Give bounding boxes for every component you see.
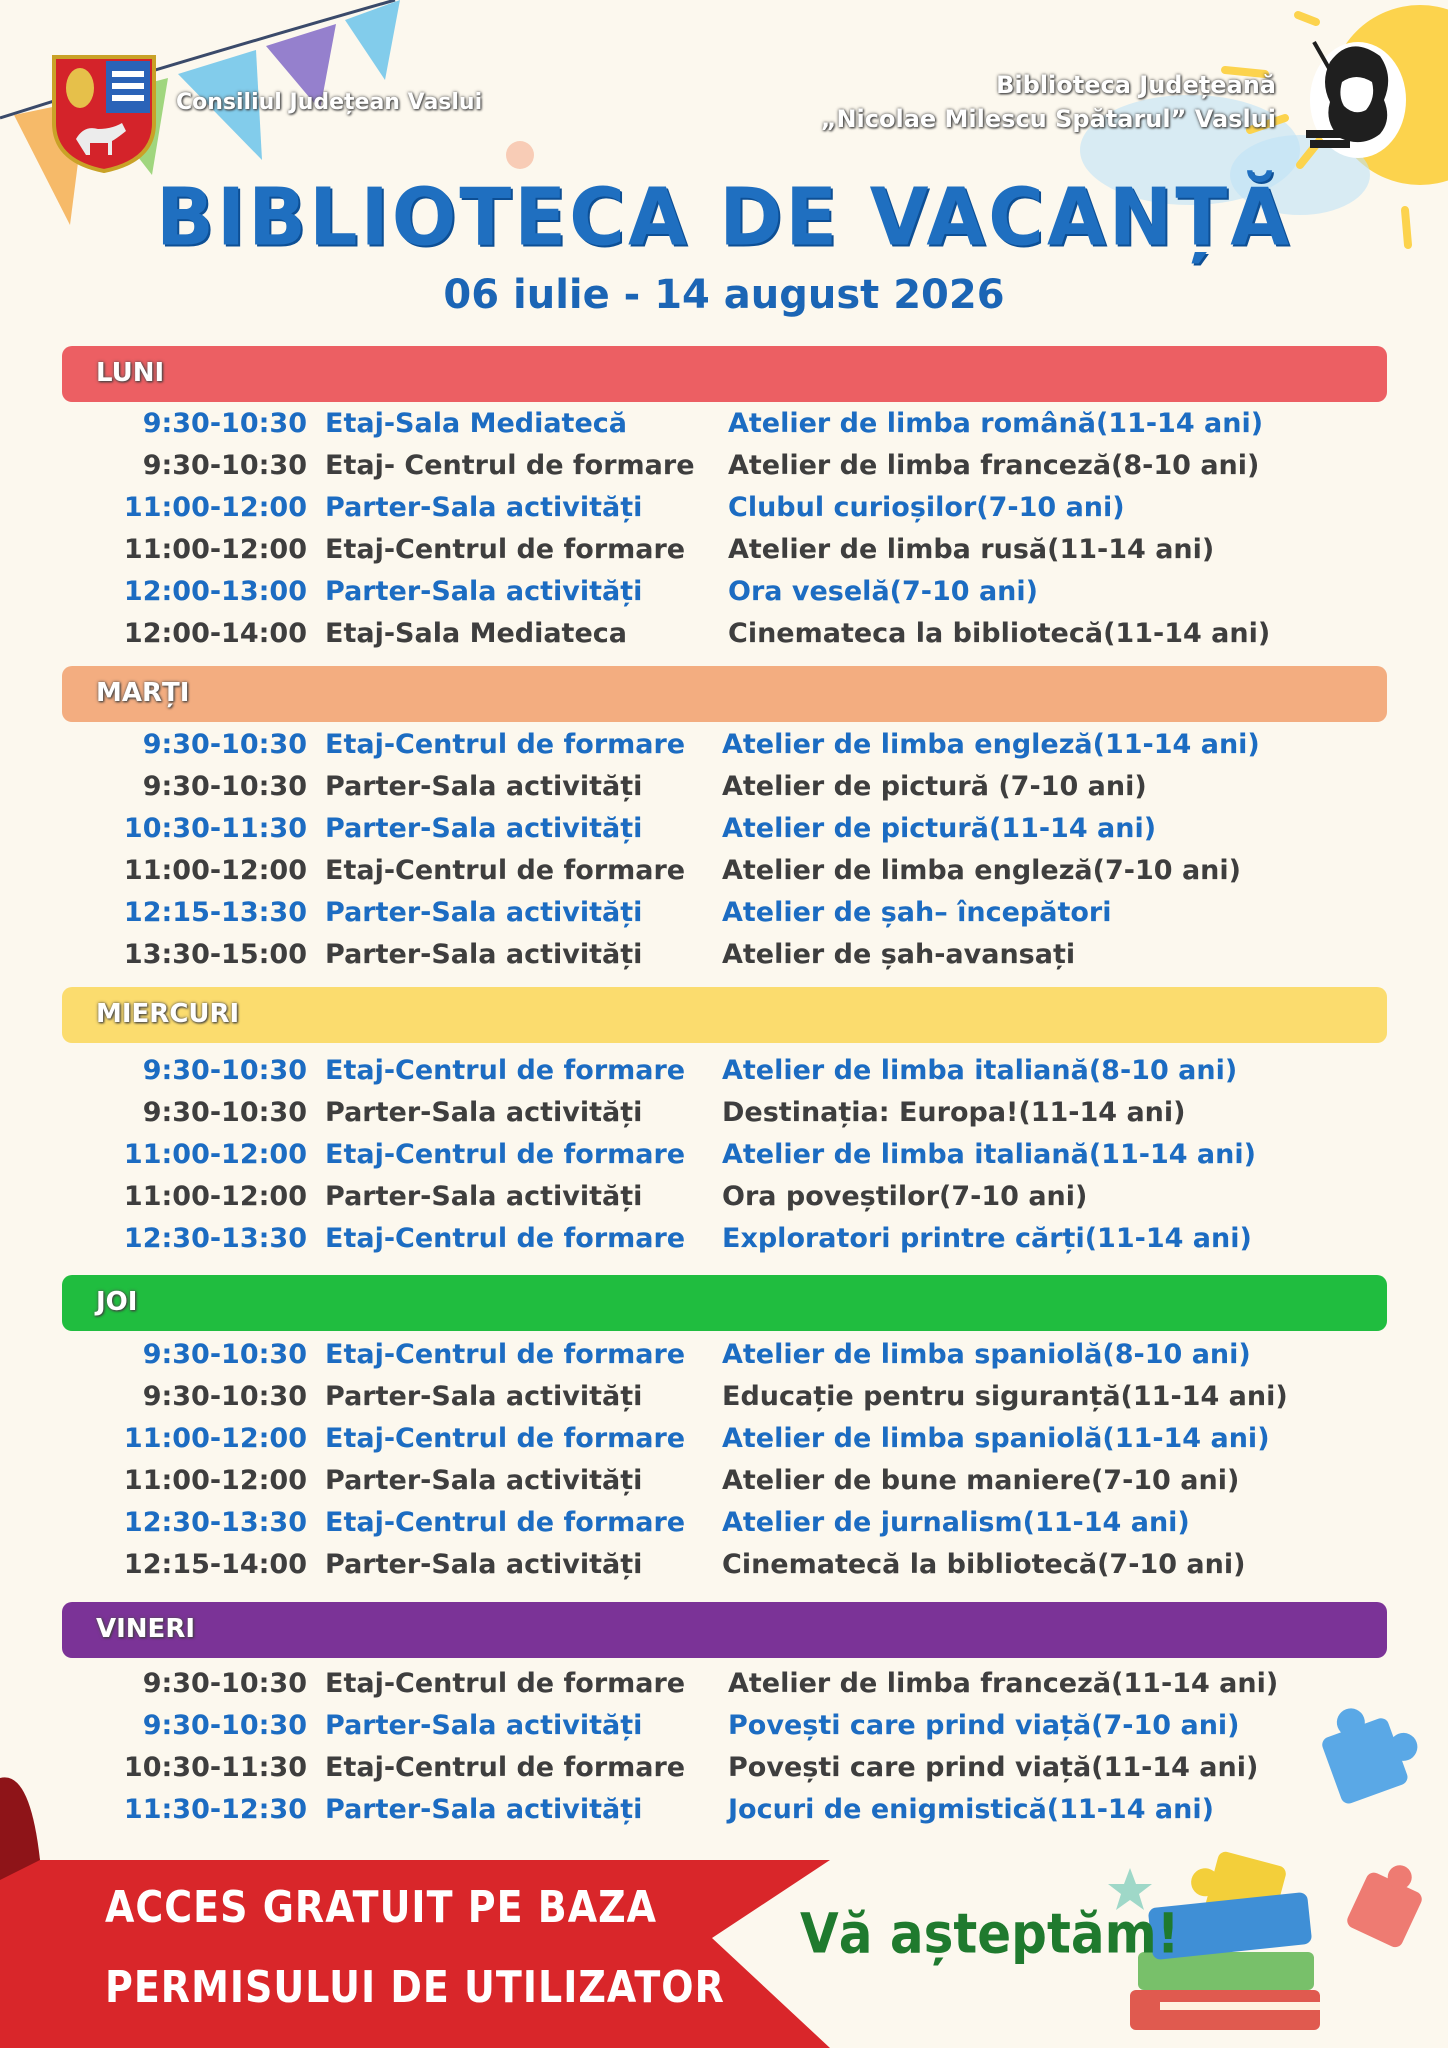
schedule-row	[0, 1381, 1448, 1423]
row-location: Etaj-Centrul de formare	[325, 1507, 686, 1538]
date-range: 06 iulie - 14 august 2026	[443, 272, 1005, 318]
row-location: Etaj- Centrul de formare	[325, 450, 695, 481]
schedule-row	[0, 939, 1448, 981]
row-location: Etaj-Centrul de formare	[325, 1223, 686, 1254]
schedule-row	[0, 1339, 1448, 1381]
row-time: 9:30-10:30	[142, 408, 307, 439]
row-time: 10:30-11:30	[123, 813, 307, 844]
row-location: Etaj-Centrul de formare	[325, 729, 686, 760]
coat-of-arms-logo	[50, 53, 158, 173]
row-time: 11:00-12:00	[123, 1181, 307, 1212]
row-activity: Atelier de limba rusă(11-14 ani)	[728, 534, 1215, 565]
row-activity: Atelier de șah– începători	[722, 897, 1112, 928]
row-time: 10:30-11:30	[123, 1752, 307, 1783]
day-label: VINERI	[96, 1614, 196, 1644]
row-location: Parter-Sala activități	[325, 813, 643, 844]
schedule-row	[0, 1139, 1448, 1181]
row-time: 12:15-13:30	[123, 897, 307, 928]
row-activity: Jocuri de enigmistică(11-14 ani)	[728, 1794, 1214, 1825]
row-activity: Atelier de pictură (7-10 ani)	[722, 771, 1147, 802]
library-name-line2: „Nicolae Milescu Spătarul” Vaslui	[820, 105, 1276, 133]
row-time: 9:30-10:30	[142, 729, 307, 760]
row-time: 11:00-12:00	[123, 855, 307, 886]
row-time: 12:30-13:30	[123, 1507, 307, 1538]
row-activity: Cinemateca la bibliotecă(11-14 ani)	[728, 618, 1271, 649]
schedule-row	[0, 897, 1448, 939]
row-activity: Ora poveștilor(7-10 ani)	[722, 1181, 1088, 1212]
day-label: MIERCURI	[96, 999, 240, 1029]
row-time: 9:30-10:30	[142, 771, 307, 802]
row-location: Etaj-Sala Mediateca	[325, 618, 627, 649]
schedule-row	[0, 618, 1448, 660]
free-access-text-line2: PERMISULUI DE UTILIZATOR	[105, 1961, 725, 2013]
schedule-row	[0, 1223, 1448, 1265]
row-location: Etaj-Centrul de formare	[325, 1139, 686, 1170]
row-activity: Destinația: Europa!(11-14 ani)	[722, 1097, 1186, 1128]
row-time: 9:30-10:30	[142, 1381, 307, 1412]
row-activity: Atelier de șah-avansați	[722, 939, 1076, 970]
schedule-row	[0, 1549, 1448, 1591]
day-bar-luni	[62, 346, 1387, 402]
row-location: Etaj-Centrul de formare	[325, 1055, 686, 1086]
row-location: Etaj-Centrul de formare	[325, 534, 686, 565]
row-time: 11:00-12:00	[123, 1465, 307, 1496]
row-location: Parter-Sala activități	[325, 1549, 643, 1580]
row-location: Parter-Sala activități	[325, 1794, 643, 1825]
row-time: 12:30-13:30	[123, 1223, 307, 1254]
free-access-text-line1: ACCES GRATUIT PE BAZA	[105, 1881, 658, 1933]
row-activity: Atelier de limba franceză(8-10 ani)	[728, 450, 1260, 481]
schedule-row	[0, 576, 1448, 618]
row-time: 11:00-12:00	[123, 1423, 307, 1454]
schedule-row	[0, 408, 1448, 450]
welcome-text: Vă așteptăm!	[800, 1902, 1180, 1966]
library-name-line1: Biblioteca Județeană	[996, 71, 1276, 99]
schedule-row	[0, 492, 1448, 534]
schedule-row	[0, 1507, 1448, 1549]
row-activity: Atelier de pictură(11-14 ani)	[722, 813, 1157, 844]
schedule-row	[0, 1465, 1448, 1507]
day-label: MARȚI	[96, 678, 190, 708]
row-activity: Clubul curioșilor(7-10 ani)	[728, 492, 1125, 523]
day-label: JOI	[96, 1287, 138, 1317]
row-time: 11:00-12:00	[123, 1139, 307, 1170]
day-bar-vineri	[62, 1602, 1387, 1658]
row-location: Parter-Sala activități	[325, 1465, 643, 1496]
row-activity: Ora veselă(7-10 ani)	[728, 576, 1038, 607]
day-bar-joi	[62, 1275, 1387, 1331]
row-location: Parter-Sala activități	[325, 1381, 643, 1412]
row-activity: Atelier de limba română(11-14 ani)	[728, 408, 1264, 439]
row-activity: Educație pentru siguranță(11-14 ani)	[722, 1381, 1288, 1412]
row-time: 12:00-13:00	[123, 576, 307, 607]
row-location: Parter-Sala activități	[325, 939, 643, 970]
row-time: 12:15-14:00	[123, 1549, 307, 1580]
row-activity: Atelier de limba italiană(8-10 ani)	[722, 1055, 1238, 1086]
schedule-row	[0, 813, 1448, 855]
row-activity: Atelier de bune maniere(7-10 ani)	[722, 1465, 1240, 1496]
row-time: 9:30-10:30	[142, 1668, 307, 1699]
schedule-row	[0, 1097, 1448, 1139]
day-bar-marti	[62, 666, 1387, 722]
row-activity: Atelier de jurnalism(11-14 ani)	[722, 1507, 1190, 1538]
row-location: Parter-Sala activități	[325, 1097, 643, 1128]
schedule-row	[0, 1055, 1448, 1097]
row-location: Parter-Sala activități	[325, 1181, 643, 1212]
schedule-row	[0, 1181, 1448, 1223]
row-activity: Atelier de limba spaniolă(11-14 ani)	[722, 1423, 1270, 1454]
row-activity: Exploratori printre cărți(11-14 ani)	[722, 1223, 1252, 1254]
schedule-row	[0, 1423, 1448, 1465]
row-location: Etaj-Centrul de formare	[325, 1752, 686, 1783]
row-time: 11:00-12:00	[123, 492, 307, 523]
row-time: 9:30-10:30	[142, 1710, 307, 1741]
schedule-row	[0, 771, 1448, 813]
schedule-row	[0, 534, 1448, 576]
page-title: BIBLIOTECA DE VACANȚĂ	[155, 169, 1293, 264]
row-activity: Atelier de limba engleză(7-10 ani)	[722, 855, 1241, 886]
row-location: Parter-Sala activități	[325, 492, 643, 523]
schedule-row	[0, 450, 1448, 492]
row-location: Etaj-Centrul de formare	[325, 1423, 686, 1454]
row-time: 9:30-10:30	[142, 1339, 307, 1370]
row-activity: Atelier de limba italiană(11-14 ani)	[722, 1139, 1256, 1170]
row-time: 11:30-12:30	[123, 1794, 307, 1825]
row-location: Etaj-Centrul de formare	[325, 1668, 686, 1699]
row-location: Parter-Sala activități	[325, 1710, 643, 1741]
council-name: Consiliul Județean Vaslui	[176, 90, 483, 115]
day-label: LUNI	[96, 358, 165, 388]
schedule-row	[0, 729, 1448, 771]
row-activity: Cinematecă la bibliotecă(7-10 ani)	[722, 1549, 1246, 1580]
row-time: 13:30-15:00	[123, 939, 307, 970]
row-location: Etaj-Sala Mediatecă	[325, 408, 627, 439]
row-activity: Atelier de limba spaniolă(8-10 ani)	[722, 1339, 1251, 1370]
row-location: Etaj-Centrul de formare	[325, 1339, 686, 1370]
row-activity: Povești care prind viață(11-14 ani)	[728, 1752, 1259, 1783]
row-time: 12:00-14:00	[123, 618, 307, 649]
row-activity: Atelier de limba franceză(11-14 ani)	[728, 1668, 1279, 1699]
library-portrait-logo	[1300, 32, 1410, 162]
row-activity: Atelier de limba engleză(11-14 ani)	[722, 729, 1260, 760]
row-location: Etaj-Centrul de formare	[325, 855, 686, 886]
library-name	[821, 68, 1276, 136]
day-bar-miercuri	[62, 987, 1387, 1043]
row-location: Parter-Sala activități	[325, 771, 643, 802]
row-location: Parter-Sala activități	[325, 897, 643, 928]
row-time: 11:00-12:00	[123, 534, 307, 565]
row-activity: Povești care prind viață(7-10 ani)	[728, 1710, 1240, 1741]
row-time: 9:30-10:30	[142, 450, 307, 481]
row-location: Parter-Sala activități	[325, 576, 643, 607]
row-time: 9:30-10:30	[142, 1097, 307, 1128]
row-time: 9:30-10:30	[142, 1055, 307, 1086]
schedule-row	[0, 855, 1448, 897]
